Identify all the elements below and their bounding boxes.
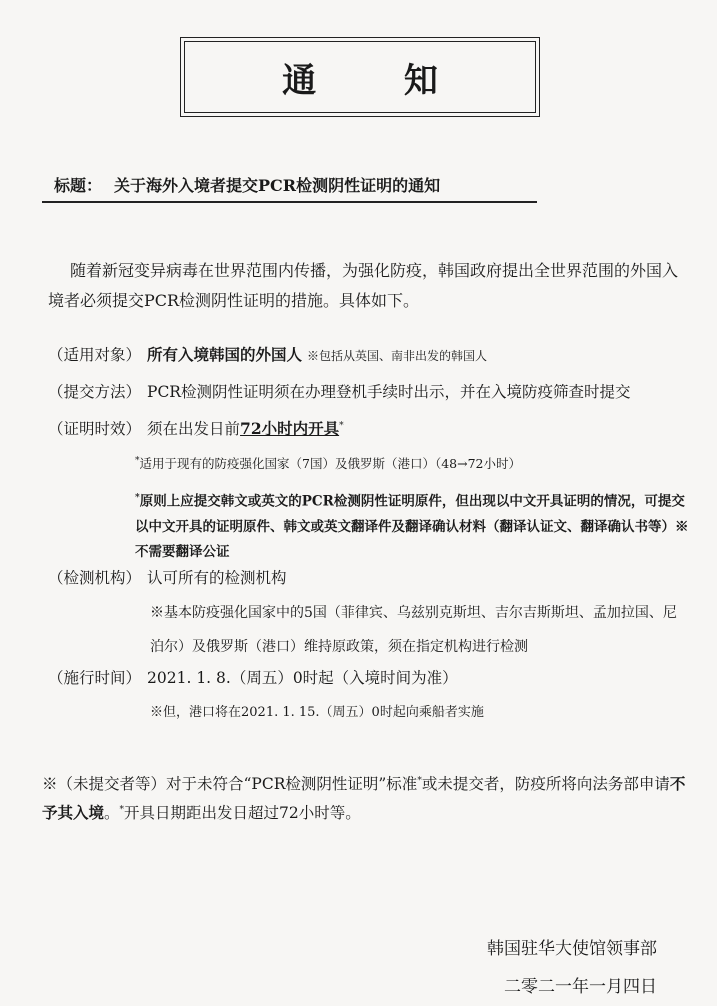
subject-line [42, 173, 537, 203]
item-target-note: ※包括从英国、南非出发的韩国人 [306, 349, 487, 363]
item-validity-prefix: 须在出发日前 [147, 420, 241, 438]
final-note: ※（未提交者等）对于未符合“PCR检测阴性证明”标准*或未提交者，防疫所将向法务部申请不予其入境。*开具日期距出发日超过72小时等。 [42, 774, 686, 823]
item-effective-label: （施行时间） [48, 669, 142, 687]
item-validity [48, 417, 344, 439]
item-effective [48, 666, 458, 688]
item-method [48, 380, 630, 402]
subject-label: 标题： [54, 176, 103, 195]
item-agency-value: 认可所有的检测机构 [147, 569, 287, 587]
item-method-label: （提交方法） [48, 383, 142, 401]
subject-text: 关于海外入境者提交PCR检测阴性证明的通知 [114, 176, 441, 195]
validity-bold-note: *原则上应提交韩文或英文的PCR检测阴性证明原件，但出现以中文开具证明的情况，可提交以中文开具的证明原件、韩文或英文翻译件及翻译确认材料（翻译认证文、翻译确认书等）※不需要翻译公证 [135, 493, 689, 560]
agency-note: ※基本防疫强化国家中的5国（菲律宾、乌兹别克斯坦、吉尔吉斯斯坦、孟加拉国、尼泊尔）及俄罗斯（港口）维持原政策，须在指定机构进行检测 [150, 605, 677, 655]
signature-date: 二零二一年一月四日 [504, 977, 657, 997]
item-validity-label: （证明时效） [48, 420, 142, 438]
item-agency [48, 566, 287, 588]
item-validity-mark: * [339, 420, 344, 431]
item-method-value: PCR检测阴性证明须在办理登机手续时出示，并在入境防疫筛查时提交 [147, 383, 631, 401]
item-target-value: 所有入境韩国的外国人 [147, 345, 303, 364]
final-bold: 不予其入境 [42, 774, 686, 823]
item-target [48, 343, 487, 365]
intro-paragraph: 随着新冠变异病毒在世界范围内传播，为强化防疫，韩国政府提出全世界范围的外国入境者必须提交PCR检测阴性证明的措施。具体如下。 [48, 261, 679, 310]
validity-note: *适用于现有的防疫强化国家（7国）及俄罗斯（港口）（48→72小时） [135, 455, 521, 471]
item-target-label: （适用对象） [48, 346, 142, 364]
item-agency-label: （检测机构） [48, 569, 142, 587]
effective-note: ※但，港口将在2021. 1. 15.（周五）0时起向乘船者实施 [150, 705, 484, 720]
title-frame [180, 37, 540, 117]
signature-org: 韩国驻华大使馆领事部 [487, 939, 657, 959]
item-effective-value: 2021. 1. 8.（周五）0时起（入境时间为准） [147, 669, 458, 687]
item-validity-value: 72小时内开具 [240, 419, 340, 438]
signature-block [487, 930, 657, 1006]
page-title: 通 知 [184, 41, 536, 113]
